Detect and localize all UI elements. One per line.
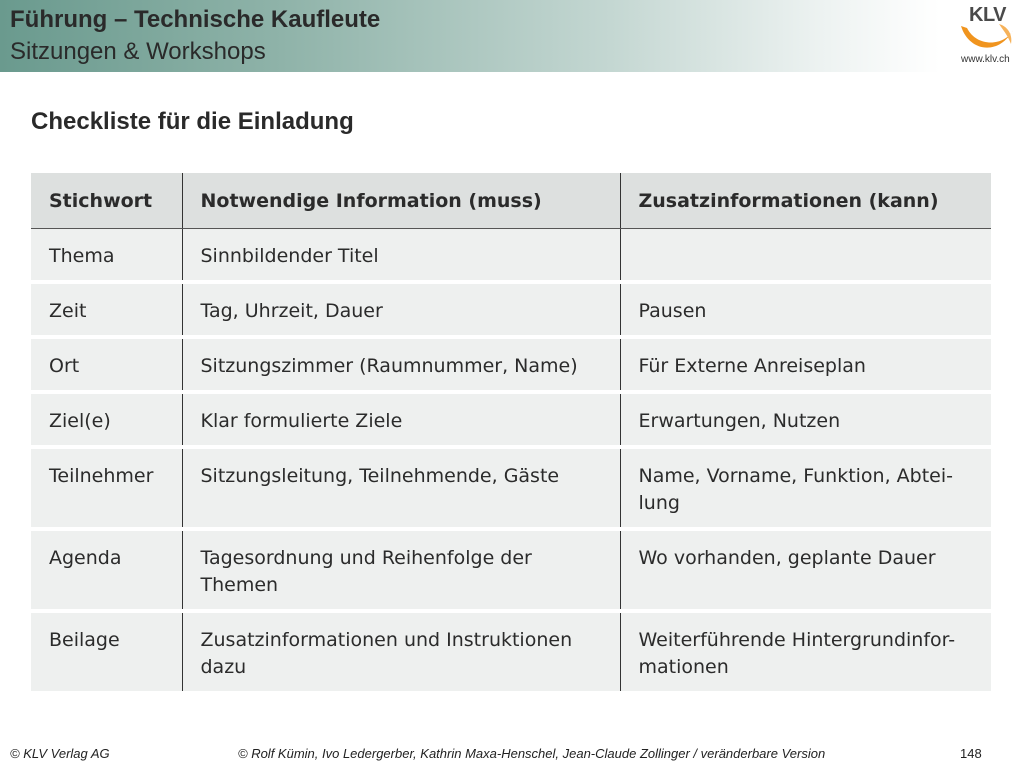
header-band (0, 0, 940, 72)
table-row (31, 337, 991, 392)
column-header-stichwort: Stichwort (31, 173, 182, 229)
cell-zusatzinformationen: Weiterführende Hintergrundinfor- mationen (620, 611, 991, 691)
table-body (31, 229, 991, 692)
cell-notwendige-information: Tagesordnung und Reihenfolge der Themen (182, 529, 620, 611)
cell-zusatzinformationen: Pausen (620, 282, 991, 337)
page-heading: Checkliste für die Einladung (31, 108, 354, 135)
table-row (31, 392, 991, 447)
cell-stichwort: Ort (31, 337, 182, 392)
header-subtitle: Sitzungen & Workshops (10, 38, 266, 65)
table-row (31, 447, 991, 529)
cell-stichwort: Agenda (31, 529, 182, 611)
cell-zusatzinformationen: Name, Vorname, Funktion, Abtei- lung (620, 447, 991, 529)
cell-notwendige-information: Klar formulierte Ziele (182, 392, 620, 447)
cell-stichwort: Teilnehmer (31, 447, 182, 529)
table-row (31, 611, 991, 691)
footer-publisher (10, 746, 110, 761)
cell-zusatzinformationen (620, 229, 991, 283)
cell-notwendige-information: Sitzungszimmer (Raumnummer, Name) (182, 337, 620, 392)
cell-stichwort: Ziel(e) (31, 392, 182, 447)
footer-publisher-text: © KLV Verlag AG (10, 746, 110, 761)
cell-stichwort: Thema (31, 229, 182, 283)
cell-zusatzinformationen: Wo vorhanden, geplante Dauer (620, 529, 991, 611)
cell-notwendige-information: Tag, Uhrzeit, Dauer (182, 282, 620, 337)
footer-authors (238, 746, 825, 761)
header-title: Führung – Technische Kaufleute (10, 6, 381, 33)
table-header-row (31, 173, 991, 229)
cell-notwendige-information: Zusatzinformationen und Instruktionen dazu (182, 611, 620, 691)
column-header-notwendige-information: Notwendige Information (muss) (182, 173, 620, 229)
table-row (31, 282, 991, 337)
cell-notwendige-information: Sinnbildender Titel (182, 229, 620, 283)
cell-stichwort: Beilage (31, 611, 182, 691)
logo-text: KLV (969, 4, 1007, 26)
cell-notwendige-information: Sitzungsleitung, Teilnehmende, Gäste (182, 447, 620, 529)
checklist-table (31, 173, 991, 691)
checklist-table-container (31, 173, 991, 691)
klv-logo (955, 4, 1021, 70)
page-number: 148 (960, 746, 982, 761)
cell-zusatzinformationen: Für Externe Anreiseplan (620, 337, 991, 392)
table-row (31, 529, 991, 611)
logo-url: www.klv.ch (961, 54, 1010, 65)
cell-stichwort: Zeit (31, 282, 182, 337)
column-header-zusatzinformationen: Zusatzinformationen (kann) (620, 173, 991, 229)
cell-zusatzinformationen: Erwartungen, Nutzen (620, 392, 991, 447)
footer-authors-text: © Rolf Kümin, Ivo Ledergerber, Kathrin Maxa-Henschel, Jean-Claude Zollinger / veränderbare Version (238, 746, 826, 761)
table-row (31, 229, 991, 283)
